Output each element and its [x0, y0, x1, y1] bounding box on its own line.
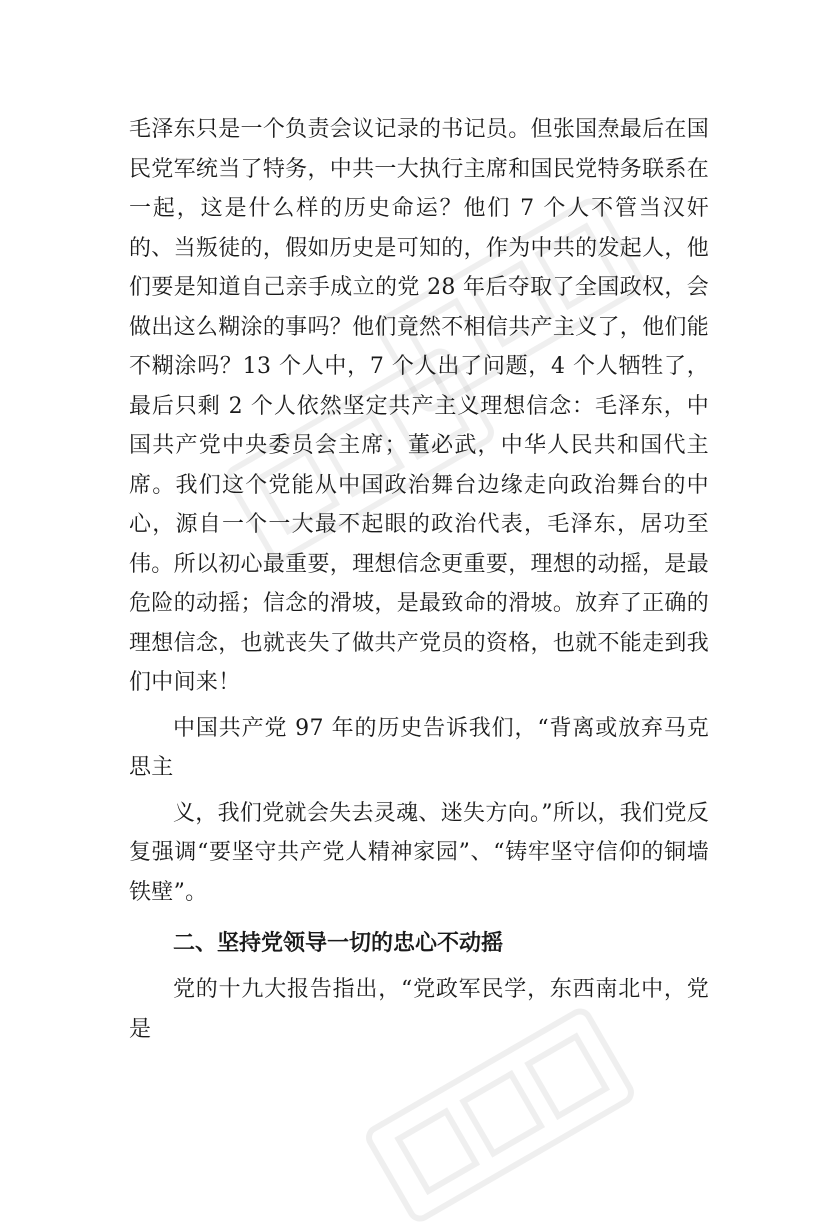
paragraph: 党的十九大报告指出，“党政军民学，东西南北中，党是: [129, 977, 709, 1042]
paragraph: 义，我们党就会失去灵魂、迷失方向。”所以，我们党反复强调“要坚守共产党人精神家园”、“铸牢坚守信仰的铜墙铁壁”。: [129, 800, 709, 905]
paragraph: 中国共产党 97 年的历史告诉我们，“背离或放弃马克思主: [129, 715, 709, 780]
paragraph: 毛泽东只是一个负责会议记录的书记员。但张国焘最后在国民党军统当了特务，中共一大执行主席和国民党特务联系在一起，这是什么样的历史命运？他们 7 个人不管当汉奸的、当叛徒的，假如历史是可知的，作为中共的发起人，他们要是知道自己亲手成立的党 28 年后夺取了全国政权，会做出这么糊涂的事吗？他们竟然不相信共产主义了，他们能不糊涂吗？13 个人中，7 个人出了问题，4 个人牺牲了，最后只剩 2 个人依然坚定共产主义理想信念：毛泽东，中国共产党中央委员会主席；董必武，中华人民共和国代主席。我们这个党能从中国政治舞台边缘走向政治舞台的中心，源自一个一大最不起眼的政治代表，毛泽东，居功至伟。所以初心最重要，理想信念更重要，理想的动摇，是最危险的动摇；信念的滑坡，是最致命的滑坡。放弃了正确的理想信念，也就丧失了做共产党员的资格，也就不能走到我们中间来！: [129, 117, 709, 695]
section-heading: 二、坚持党领导一切的忠心不动摇: [173, 931, 504, 956]
document-body: [129, 110, 709, 1049]
